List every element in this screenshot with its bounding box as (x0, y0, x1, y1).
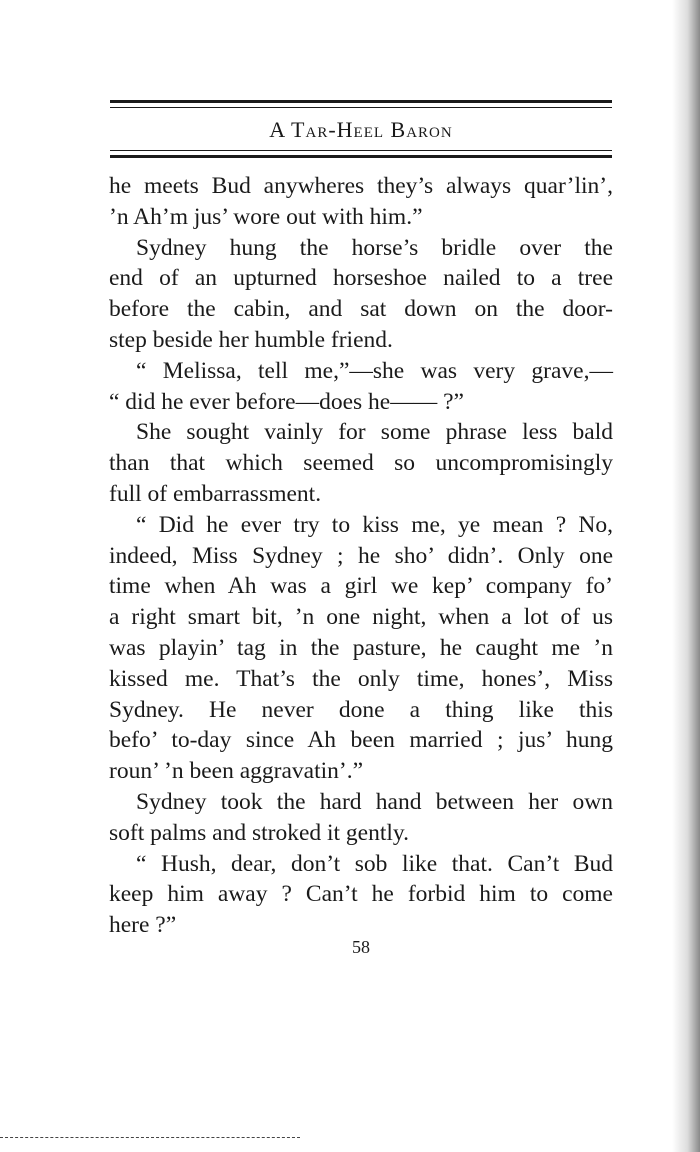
text-line: ’n Ah’m jus’ wore out with him.” (109, 203, 423, 230)
text-line: time when Ah was a girl we kep’ company fo’ (109, 573, 613, 600)
bottom-edge-mark (0, 1137, 300, 1138)
header-double-rule-top (110, 100, 612, 108)
text-line: before the cabin, and sat down on the door- (109, 296, 613, 323)
text-line: keep him away ? Can’t he forbid him to come (109, 881, 613, 908)
text-line: soft palms and stroked it gently. (109, 819, 410, 846)
text-line: “ Did he ever try to kiss me, ye mean ? No, (136, 511, 613, 538)
page-edge-shadow (672, 0, 700, 1152)
text-line: “ Hush, dear, don’t sob like that. Can’t Bud (136, 850, 613, 877)
text-line: step beside her humble friend. (109, 326, 393, 353)
text-line: full of embarrassment. (109, 480, 322, 507)
text-line: was playin’ tag in the pasture, he caught me ’n (109, 634, 613, 661)
text-line: roun’ ’n been aggravatin’.” (109, 758, 364, 785)
text-line: Sydney took the hard hand between her own (136, 788, 613, 815)
text-line: “ Melissa, tell me,”—she was very grave,— (136, 357, 613, 384)
text-line: indeed, Miss Sydney ; he sho’ didn’. Only one (109, 542, 613, 569)
running-title: A Tar-Heel Baron (269, 117, 453, 142)
page-number: 58 (352, 937, 370, 957)
text-line: befo’ to-day since Ah been married ; jus’ hung (109, 727, 613, 754)
text-line: “ did he ever before—does he—— ?” (109, 388, 464, 415)
header-double-rule-bottom (110, 150, 612, 158)
text-line: Sydney. He never done a thing like this (109, 696, 613, 723)
body-text (109, 171, 613, 941)
text-line: here ?” (109, 912, 177, 939)
text-line: She sought vainly for some phrase less bald (136, 419, 613, 446)
text-line: he meets Bud anywheres they’s always quar’lin’, (109, 173, 613, 199)
text-line: a right smart bit, ’n one night, when a lot of us (109, 604, 613, 631)
text-line: kissed me. That’s the only time, hones’, Miss (109, 665, 613, 692)
text-line: Sydney hung the horse’s bridle over the (136, 234, 613, 261)
text-line: than that which seemed so uncompromisingly (109, 450, 613, 477)
text-line: end of an upturned horseshoe nailed to a tree (109, 265, 613, 292)
